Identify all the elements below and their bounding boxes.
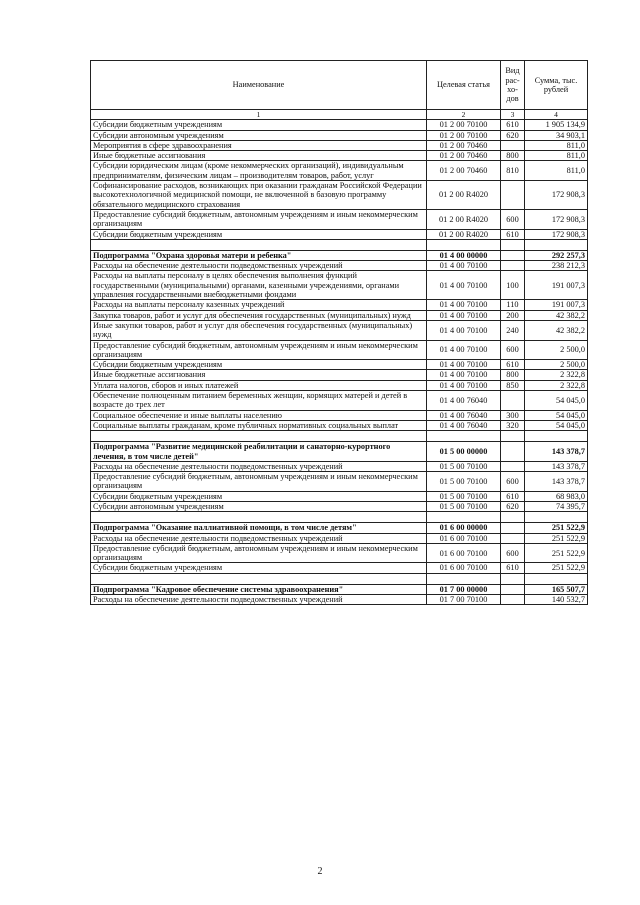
table-row <box>91 380 588 390</box>
sum-cell: 143 378,7 <box>525 442 588 462</box>
target-article-cell: 01 2 00 R4020 <box>427 209 501 229</box>
sum-cell: 34 903,1 <box>525 130 588 140</box>
empty-cell <box>525 512 588 523</box>
target-article-cell: 01 2 00 R4020 <box>427 229 501 239</box>
empty-cell <box>91 239 427 250</box>
sum-cell: 54 045,0 <box>525 391 588 411</box>
table-row <box>91 501 588 511</box>
empty-cell <box>91 512 427 523</box>
name-cell: Иные бюджетные ассигнования <box>91 370 427 380</box>
spacer-row <box>91 512 588 523</box>
sum-cell: 172 908,3 <box>525 181 588 210</box>
expense-type-cell: 320 <box>501 420 525 430</box>
name-cell: Субсидии бюджетным учреждениям <box>91 563 427 573</box>
expense-type-cell <box>501 584 525 594</box>
name-cell: Расходы на обеспечение деятельности подведомственных учреждений <box>91 461 427 471</box>
name-cell: Подпрограмма "Развитие медицинской реабилитации и санаторно-курортного лечения, в том числе детей" <box>91 442 427 462</box>
page-number: 2 <box>317 866 323 877</box>
name-cell: Обеспечение полноценным питанием беременных женщин, кормящих матерей и детей в возрасте до трех лет <box>91 391 427 411</box>
table-body <box>91 120 588 605</box>
header-sum: Сумма, тыс. рублей <box>525 61 588 110</box>
target-article-cell: 01 2 00 R4020 <box>427 181 501 210</box>
table-row <box>91 300 588 310</box>
expense-type-cell <box>501 595 525 605</box>
name-cell: Субсидии автономным учреждениям <box>91 501 427 511</box>
empty-cell <box>427 239 501 250</box>
sum-cell: 811,0 <box>525 161 588 181</box>
table-row <box>91 543 588 563</box>
column-number-row <box>91 110 588 120</box>
table-row <box>91 533 588 543</box>
sum-cell: 172 908,3 <box>525 229 588 239</box>
spacer-row <box>91 573 588 584</box>
table-row <box>91 271 588 300</box>
name-cell: Расходы на обеспечение деятельности подведомственных учреждений <box>91 261 427 271</box>
name-cell: Субсидии автономным учреждениям <box>91 130 427 140</box>
table-row <box>91 340 588 360</box>
table-row <box>91 209 588 229</box>
name-cell: Расходы на обеспечение деятельности подведомственных учреждений <box>91 595 427 605</box>
sum-cell: 42 382,2 <box>525 310 588 320</box>
name-cell: Подпрограмма "Кадровое обеспечение системы здравоохранения" <box>91 584 427 594</box>
target-article-cell: 01 7 00 00000 <box>427 584 501 594</box>
header-expense-type <box>501 61 525 110</box>
empty-cell <box>501 573 525 584</box>
sum-cell: 292 257,3 <box>525 250 588 260</box>
table-row <box>91 410 588 420</box>
target-article-cell: 01 2 00 70100 <box>427 120 501 130</box>
sum-cell: 143 378,7 <box>525 461 588 471</box>
sum-cell: 143 378,7 <box>525 472 588 492</box>
name-cell: Расходы на обеспечение деятельности подведомственных учреждений <box>91 533 427 543</box>
expense-type-cell <box>501 250 525 260</box>
table-row <box>91 491 588 501</box>
sum-cell: 42 382,2 <box>525 320 588 340</box>
name-cell: Социальные выплаты гражданам, кроме публичных нормативных социальных выплат <box>91 420 427 430</box>
target-article-cell: 01 6 00 70100 <box>427 543 501 563</box>
target-article-cell: 01 4 00 70100 <box>427 261 501 271</box>
target-article-cell: 01 4 00 70100 <box>427 310 501 320</box>
table-row <box>91 130 588 140</box>
target-article-cell: 01 5 00 70100 <box>427 461 501 471</box>
name-cell: Предоставление субсидий бюджетным, автономным учреждениям и иным некоммерческим организациям <box>91 340 427 360</box>
sum-cell: 1 905 134,9 <box>525 120 588 130</box>
column-number: 1 <box>91 110 427 120</box>
table-header-row <box>91 61 588 110</box>
target-article-cell: 01 6 00 00000 <box>427 523 501 533</box>
target-article-cell: 01 2 00 70460 <box>427 151 501 161</box>
name-cell: Подпрограмма "Охрана здоровья матери и ребенка" <box>91 250 427 260</box>
sum-cell: 172 908,3 <box>525 209 588 229</box>
table-row <box>91 120 588 130</box>
name-cell: Уплата налогов, сборов и иных платежей <box>91 380 427 390</box>
spacer-row <box>91 431 588 442</box>
table-row <box>91 151 588 161</box>
name-cell: Иные закупки товаров, работ и услуг для обеспечения государственных (муниципальных) нужд <box>91 320 427 340</box>
sum-cell: 2 500,0 <box>525 360 588 370</box>
sum-cell: 251 522,9 <box>525 563 588 573</box>
header-expense-type-line: дов <box>506 94 519 104</box>
column-number: 3 <box>501 110 525 120</box>
table-row <box>91 261 588 271</box>
target-article-cell: 01 2 00 70460 <box>427 140 501 150</box>
name-cell: Подпрограмма "Оказание паллиативной помощи, в том числе детям" <box>91 523 427 533</box>
table-row <box>91 420 588 430</box>
expense-type-cell: 620 <box>501 130 525 140</box>
empty-cell <box>91 573 427 584</box>
sum-cell: 811,0 <box>525 140 588 150</box>
expense-type-cell: 850 <box>501 380 525 390</box>
expense-type-cell: 800 <box>501 151 525 161</box>
column-number: 4 <box>525 110 588 120</box>
expense-type-cell: 240 <box>501 320 525 340</box>
table-row <box>91 595 588 605</box>
target-article-cell: 01 4 00 76040 <box>427 420 501 430</box>
target-article-cell: 01 6 00 70100 <box>427 563 501 573</box>
name-cell: Софинансирование расходов, возникающих при оказании гражданам Российской Федерации высокотехнологичной медицинской помощи, не включенной в базовую программу обязательного медицинского страхования <box>91 181 427 210</box>
empty-cell <box>501 431 525 442</box>
empty-cell <box>501 512 525 523</box>
target-article-cell: 01 4 00 70100 <box>427 300 501 310</box>
sum-cell: 238 212,3 <box>525 261 588 271</box>
target-article-cell: 01 4 00 70100 <box>427 271 501 300</box>
name-cell: Субсидии бюджетным учреждениям <box>91 491 427 501</box>
header-target-article: Целевая статья <box>427 61 501 110</box>
target-article-cell: 01 4 00 70100 <box>427 360 501 370</box>
sum-cell: 251 522,9 <box>525 523 588 533</box>
table-row <box>91 563 588 573</box>
name-cell: Предоставление субсидий бюджетным, автономным учреждениям и иным некоммерческим организациям <box>91 543 427 563</box>
sum-cell: 191 007,3 <box>525 300 588 310</box>
column-number: 2 <box>427 110 501 120</box>
expense-type-cell <box>501 442 525 462</box>
expense-type-cell: 610 <box>501 120 525 130</box>
table-row <box>91 229 588 239</box>
sum-cell: 140 532,7 <box>525 595 588 605</box>
table-row <box>91 320 588 340</box>
target-article-cell: 01 5 00 00000 <box>427 442 501 462</box>
header-expense-type-line: рас- <box>505 75 520 85</box>
table-row <box>91 360 588 370</box>
sum-cell: 2 322,8 <box>525 380 588 390</box>
sum-cell: 251 522,9 <box>525 533 588 543</box>
name-cell: Иные бюджетные ассигнования <box>91 151 427 161</box>
name-cell: Закупка товаров, работ и услуг для обеспечения государственных (муниципальных) нужд <box>91 310 427 320</box>
expense-type-cell: 800 <box>501 370 525 380</box>
name-cell: Субсидии бюджетным учреждениям <box>91 229 427 239</box>
target-article-cell: 01 5 00 70100 <box>427 491 501 501</box>
name-cell: Субсидии бюджетным учреждениям <box>91 360 427 370</box>
header-expense-type-line: хо- <box>507 85 518 94</box>
table-row <box>91 140 588 150</box>
expense-type-cell: 600 <box>501 340 525 360</box>
expense-type-cell <box>501 523 525 533</box>
header-name: Наименование <box>91 61 427 110</box>
expense-type-cell: 100 <box>501 271 525 300</box>
expense-type-cell: 200 <box>501 310 525 320</box>
name-cell: Расходы на выплаты персоналу в целях обеспечения выполнения функций государственными (муниципальными) органами, казенными учреждениями, органами управления государственными внебюджетными фондами <box>91 271 427 300</box>
expense-type-cell: 600 <box>501 543 525 563</box>
empty-cell <box>427 431 501 442</box>
sum-cell: 74 395,7 <box>525 501 588 511</box>
name-cell: Предоставление субсидий бюджетным, автономным учреждениям и иным некоммерческим организациям <box>91 209 427 229</box>
expense-type-cell: 610 <box>501 229 525 239</box>
budget-table <box>90 60 588 605</box>
sum-cell: 165 507,7 <box>525 584 588 594</box>
target-article-cell: 01 6 00 70100 <box>427 533 501 543</box>
expense-type-cell: 600 <box>501 472 525 492</box>
sum-cell: 68 983,0 <box>525 491 588 501</box>
expense-type-cell <box>501 140 525 150</box>
sum-cell: 2 500,0 <box>525 340 588 360</box>
empty-cell <box>427 512 501 523</box>
empty-cell <box>525 431 588 442</box>
sum-cell: 251 522,9 <box>525 543 588 563</box>
expense-type-cell: 610 <box>501 360 525 370</box>
expense-type-cell <box>501 261 525 271</box>
target-article-cell: 01 5 00 70100 <box>427 501 501 511</box>
expense-type-cell: 610 <box>501 491 525 501</box>
target-article-cell: 01 2 00 70460 <box>427 161 501 181</box>
subprogram-row <box>91 250 588 260</box>
expense-type-cell: 600 <box>501 209 525 229</box>
subprogram-row <box>91 442 588 462</box>
empty-cell <box>427 573 501 584</box>
target-article-cell: 01 4 00 70100 <box>427 380 501 390</box>
table-row <box>91 161 588 181</box>
expense-type-cell: 300 <box>501 410 525 420</box>
name-cell: Предоставление субсидий бюджетным, автономным учреждениям и иным некоммерческим организациям <box>91 472 427 492</box>
sum-cell: 811,0 <box>525 151 588 161</box>
expense-type-cell <box>501 181 525 210</box>
table-row <box>91 461 588 471</box>
name-cell: Мероприятия в сфере здравоохранения <box>91 140 427 150</box>
target-article-cell: 01 4 00 00000 <box>427 250 501 260</box>
spacer-row <box>91 239 588 250</box>
name-cell: Субсидии юридическим лицам (кроме некоммерческих организаций), индивидуальным предпринимателям, физическим лицам – производителям товаров, работ, услуг <box>91 161 427 181</box>
table-row <box>91 472 588 492</box>
table-row <box>91 310 588 320</box>
empty-cell <box>91 431 427 442</box>
sum-cell: 54 045,0 <box>525 420 588 430</box>
expense-type-cell <box>501 391 525 411</box>
target-article-cell: 01 4 00 76040 <box>427 391 501 411</box>
target-article-cell: 01 5 00 70100 <box>427 472 501 492</box>
sum-cell: 191 007,3 <box>525 271 588 300</box>
target-article-cell: 01 4 00 70100 <box>427 370 501 380</box>
empty-cell <box>525 573 588 584</box>
target-article-cell: 01 4 00 70100 <box>427 340 501 360</box>
target-article-cell: 01 7 00 70100 <box>427 595 501 605</box>
name-cell: Социальное обеспечение и иные выплаты населению <box>91 410 427 420</box>
name-cell: Расходы на выплаты персоналу казенных учреждений <box>91 300 427 310</box>
expense-type-cell: 610 <box>501 563 525 573</box>
table-row <box>91 181 588 210</box>
sum-cell: 2 322,8 <box>525 370 588 380</box>
table-row <box>91 391 588 411</box>
target-article-cell: 01 2 00 70100 <box>427 130 501 140</box>
header-expense-type-line: Вид <box>505 66 520 76</box>
table-row <box>91 370 588 380</box>
empty-cell <box>501 239 525 250</box>
expense-type-cell: 810 <box>501 161 525 181</box>
empty-cell <box>525 239 588 250</box>
subprogram-row <box>91 523 588 533</box>
expense-type-cell <box>501 461 525 471</box>
expense-type-cell: 620 <box>501 501 525 511</box>
name-cell: Субсидии бюджетным учреждениям <box>91 120 427 130</box>
target-article-cell: 01 4 00 70100 <box>427 320 501 340</box>
expense-type-cell: 110 <box>501 300 525 310</box>
subprogram-row <box>91 584 588 594</box>
target-article-cell: 01 4 00 76040 <box>427 410 501 420</box>
sum-cell: 54 045,0 <box>525 410 588 420</box>
expense-type-cell <box>501 533 525 543</box>
